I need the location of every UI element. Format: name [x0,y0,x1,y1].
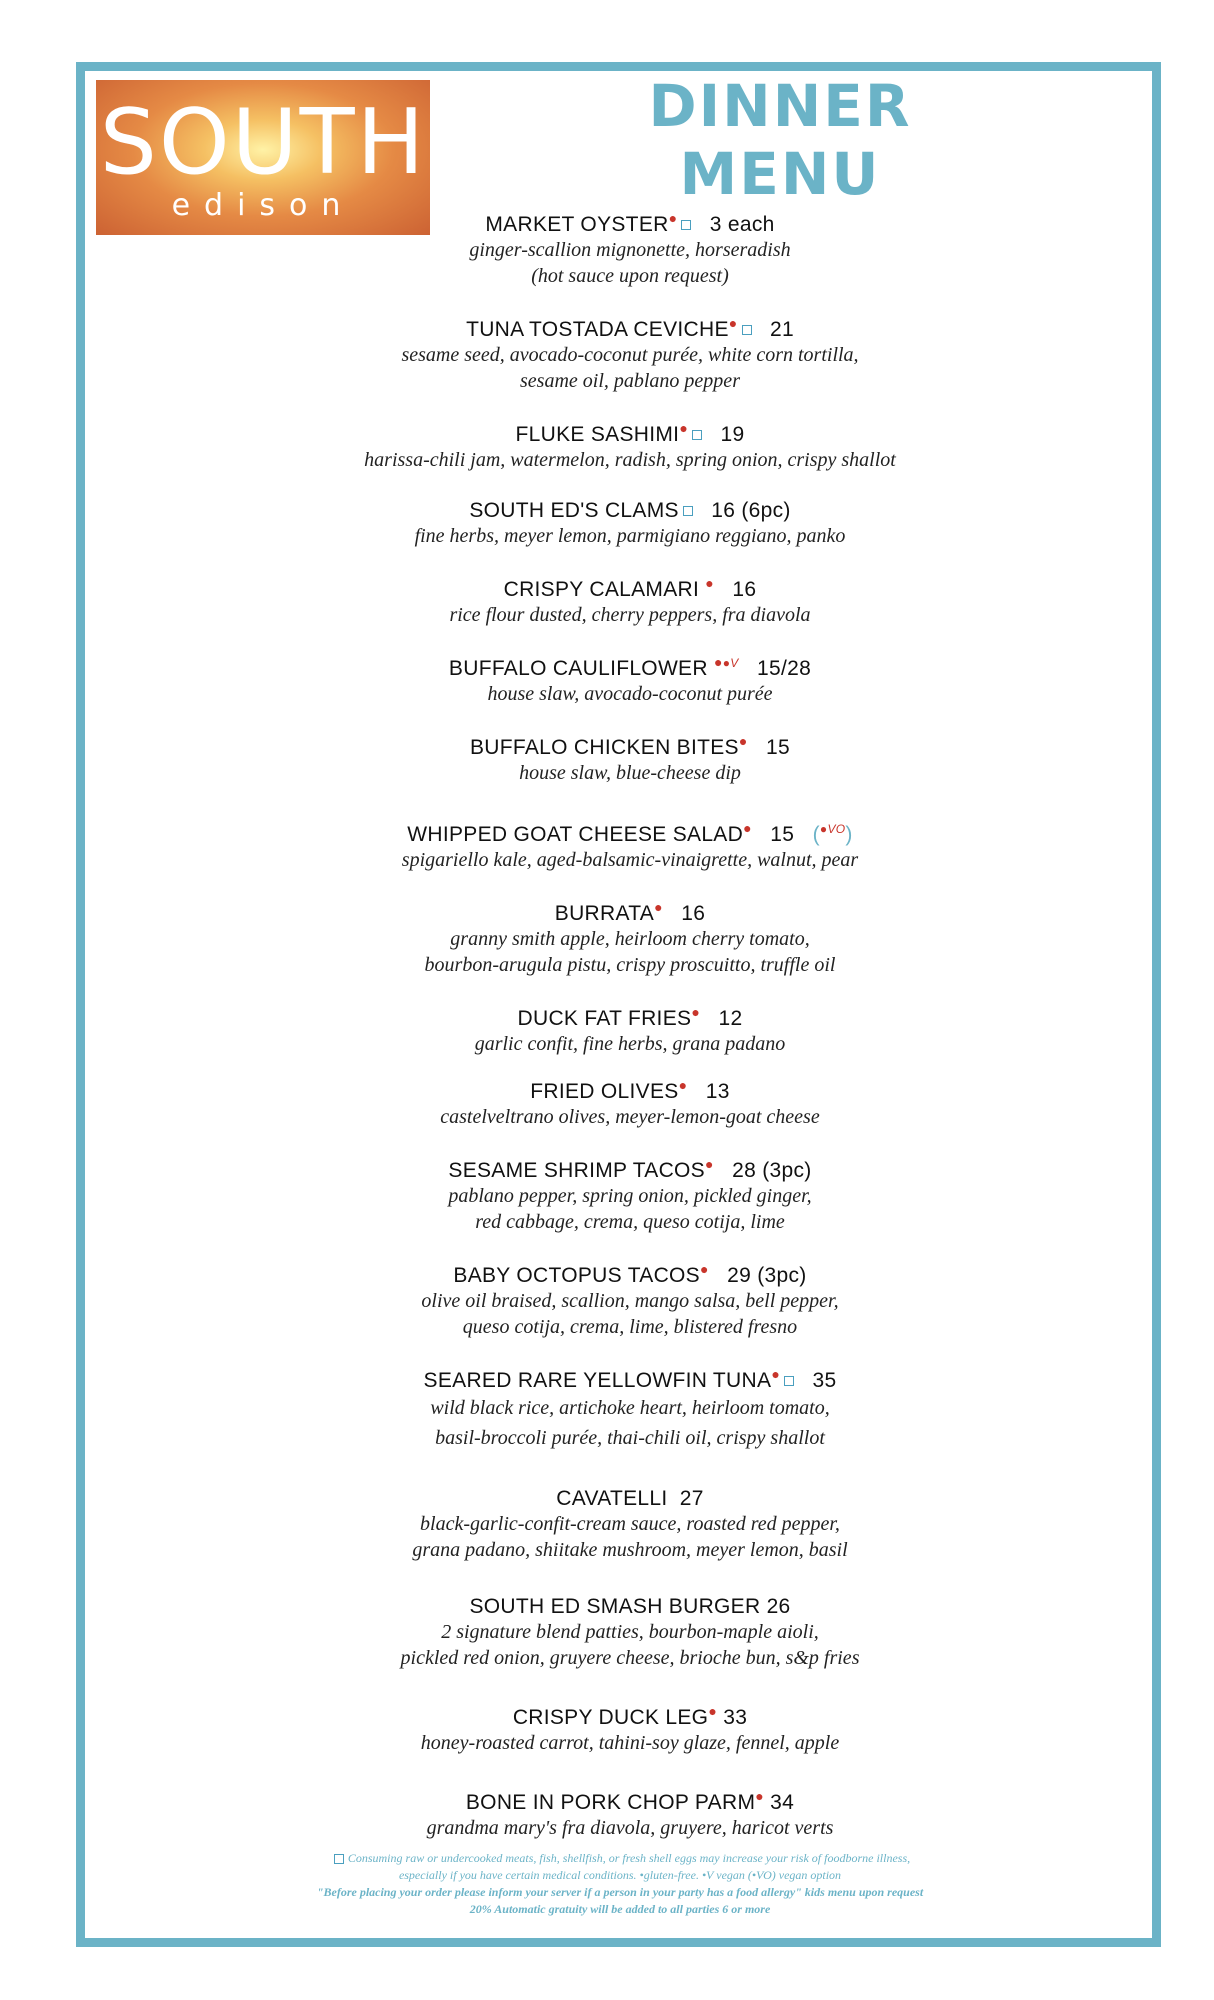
raw-advisory-icon [742,325,752,335]
raw-advisory-icon [683,506,693,516]
gluten-free-marker: ● [678,1077,688,1093]
item-name: SESAME SHRIMP TACOS [448,1159,705,1182]
gluten-free-marker: ● [743,820,752,836]
gluten-free-marker: ● [679,420,689,436]
menu-list [300,210,960,1867]
vegan-marker: ●V [722,656,739,670]
item-desc: grana padano, shiitake mushroom, meyer lemon, basil [412,1539,848,1561]
item-desc: house slaw, blue-cheese dip [519,762,741,784]
logo-subtitle: edison [171,188,355,223]
item-desc: bourbon-arugula pistu, crispy proscuitto, truffle oil [424,954,836,976]
menu-item [300,899,960,978]
item-name: BUFFALO CHICKEN BITES [470,736,739,759]
item-price: 15 [770,823,795,846]
item-desc: spigariello kale, aged-balsamic-vinaigrette, walnut, pear [401,849,859,871]
menu-item [300,420,960,473]
gluten-free-marker: ● [691,1004,701,1020]
item-desc: (hot sauce upon request) [531,265,729,287]
item-name: BUFFALO CAULIFLOWER [448,657,708,680]
item-desc: fine herbs, meyer lemon, parmigiano reggiano, panko [414,525,846,547]
item-name: FLUKE SASHIMI [515,423,680,446]
menu-item [300,1156,960,1235]
footer-allergy-note: "Before placing your order please inform your server if a person in your party has a food allergy" kids menu upon request [316,1885,924,1899]
gluten-free-marker: ● [654,899,663,915]
gluten-free-marker: ● [713,654,723,670]
item-price: 13 [705,1080,730,1103]
item-name: CRISPY CALAMARI [503,578,700,601]
item-name: DUCK FAT FRIES [517,1007,692,1030]
menu-item [300,1077,960,1130]
menu-item [300,575,960,628]
item-desc: ginger-scallion mignonette, horseradish [469,239,791,261]
item-desc: house slaw, avocado-coconut purée [487,683,773,705]
footer-notes [240,1850,1000,1918]
item-price: 15 [766,736,790,759]
item-desc: castelveltrano olives, meyer-lemon-goat cheese [440,1106,820,1128]
item-name: SEARED RARE YELLOWFIN TUNA [423,1369,772,1392]
item-desc: granny smith apple, heirloom cherry tomato, [450,928,810,950]
gluten-free-marker: ● [699,1261,709,1277]
item-name: BONE IN PORK CHOP PARM [465,1791,756,1814]
raw-advisory-icon [692,430,702,440]
item-price: 34 [770,1791,795,1814]
item-name: MARKET OYSTER [485,213,669,236]
menu-item [300,654,960,707]
item-desc: garlic confit, fine herbs, grana padano [474,1033,786,1055]
menu-item [300,1788,960,1841]
item-price: 3 each [709,213,775,236]
menu-item [300,1595,960,1671]
item-name: SOUTH ED SMASH BURGER [469,1595,761,1618]
item-desc: rice flour dusted, cherry peppers, fra diavola [449,604,811,626]
gluten-free-marker: ● [708,1703,718,1719]
page-title: DINNER MENU [648,72,912,208]
item-name: CAVATELLI [556,1487,668,1510]
item-name: SOUTH ED'S CLAMS [469,499,679,522]
item-price: 35 [812,1369,837,1392]
item-price: 16 (6pc) [711,499,791,522]
gluten-free-marker: ● [755,1788,765,1804]
item-desc: pablano pepper, spring onion, pickled ginger, [448,1185,812,1207]
footer-advisory: Consuming raw or undercooked meats, fish, shellfish, or fresh shell eggs may increase your risk of foodborne illness, [347,1851,911,1865]
raw-advisory-icon [334,1854,344,1864]
item-price: 26 [766,1595,791,1618]
item-desc: harissa-chili jam, watermelon, radish, spring onion, crispy shallot [364,449,896,471]
raw-advisory-icon [681,220,691,230]
item-desc: wild black rice, artichoke heart, heirloom tomato, [430,1397,830,1419]
item-price: 33 [723,1706,748,1729]
gluten-free-marker: ● [728,315,738,331]
menu-item [300,1261,960,1340]
item-name: CRISPY DUCK LEG [512,1706,709,1729]
item-name: FRIED OLIVES [530,1080,679,1103]
menu-item [300,499,960,549]
item-desc: 2 signature blend patties, bourbon-maple aioli, [441,1621,819,1643]
item-price: 29 (3pc) [727,1264,807,1287]
footer-gratuity-note: 20% Automatic gratuity will be added to all parties 6 or more [469,1902,771,1916]
raw-advisory-icon [784,1376,794,1386]
item-desc: grandma mary's fra diavola, gruyere, haricot verts [426,1817,834,1839]
item-price: 27 [679,1487,704,1510]
item-name: BABY OCTOPUS TACOS [453,1264,700,1287]
item-price: 21 [769,318,794,341]
gluten-free-marker: ● [771,1366,781,1382]
menu-item [300,820,960,873]
menu-item [300,733,960,786]
item-price: 16 [681,902,706,925]
item-name: WHIPPED GOAT CHEESE SALAD [407,823,744,846]
vegan-option-marker: ($^{●VO}$) [812,822,853,846]
item-desc: olive oil braised, scallion, mango salsa, bell pepper, [421,1290,839,1312]
menu-item [300,1703,960,1756]
item-desc: pickled red onion, gruyere cheese, brioche bun, s&p fries [400,1647,860,1669]
item-price: 16 [732,578,757,601]
menu-item [300,1366,960,1453]
item-desc: sesame oil, pablano pepper [520,370,740,392]
footer-legend: especially if you have certain medical conditions. •gluten-free. •V vegan (•VO) vegan option [398,1868,842,1882]
logo-wordmark: SOUTH [99,90,427,195]
menu-item [300,315,960,394]
gluten-free-marker: ● [704,1156,714,1172]
item-price: 19 [720,423,745,446]
item-desc: queso cotija, crema, lime, blistered fresno [462,1316,798,1338]
item-desc: black-garlic-confit-cream sauce, roasted red pepper, [420,1513,840,1535]
menu-item [300,1487,960,1563]
menu-item [300,1004,960,1057]
gluten-free-marker: ● [738,733,748,749]
gluten-free-marker: ● [705,575,715,591]
item-price: 15/28 [757,657,812,680]
item-desc: red cabbage, crema, queso cotija, lime [475,1211,785,1233]
item-name: TUNA TOSTADA CEVICHE [466,318,729,341]
item-name: BURRATA [554,902,655,925]
menu-item [300,210,960,289]
item-desc: honey-roasted carrot, tahini-soy glaze, fennel, apple [420,1732,840,1754]
item-desc: sesame seed, avocado-coconut purée, white corn tortilla, [401,344,859,366]
item-price: 28 (3pc) [732,1159,812,1182]
item-price: 12 [718,1007,743,1030]
item-desc: basil-broccoli purée, thai-chili oil, crispy shallot [435,1427,825,1449]
gluten-free-marker: ● [668,210,678,226]
